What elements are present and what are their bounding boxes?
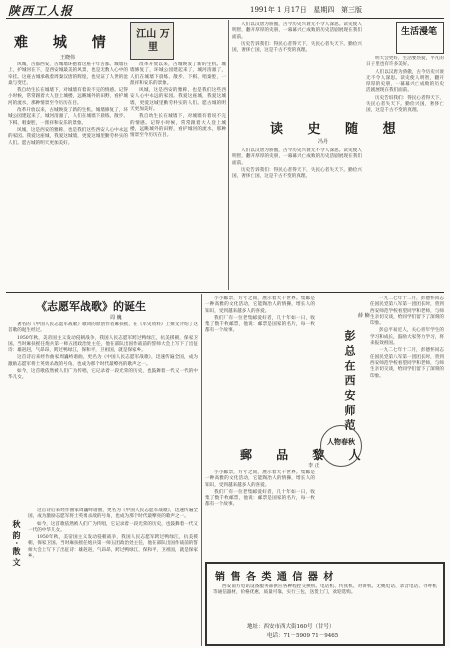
paragraph: 改革开放以来，古城焕发了新的生机。城墙修复了，环城公园建起来了，城河清澈了，人们在城墙下晨练、散步、下棋、唱秦腔，一派祥和安乐的景象。 xyxy=(8,108,128,126)
ad-title: 销 售 各 类 通 信 器 材 xyxy=(215,572,335,583)
article-title-stamp: 郵 品 黎 人 xyxy=(240,448,371,462)
ad-address: 地址：西安市西大街160号（甘号） xyxy=(247,624,335,630)
paragraph: 小小邮票，方寸之间，展示着大千世界。集邮是一种高雅的文化活动，它能陶冶人的情操，增长人的知识，受到越来越多人的喜爱。 xyxy=(205,470,315,488)
header-rule xyxy=(6,18,444,19)
paragraph: 历史告诉我们：得民心者得天下，失民心者失天下。勤俭兴国，奢侈亡国，这是千古不变的真理。 xyxy=(366,95,444,114)
article-author-stamp: 李 正 xyxy=(308,463,320,469)
paragraph: 风城，这是西安的雅称，也是我们这些西安人心中永远的家园。我爱这座城，我爱这城墙，更爱这城里勤劳朴实的人们。愿古城的明天更加美好。 xyxy=(8,127,128,146)
ad-box xyxy=(205,562,445,646)
article-body-stamp xyxy=(205,470,315,558)
paragraph: 著名的《中国人民志愿军战歌》歌词的原创作者麻扶摇，在《军史资料》上撰文介绍了这首歌的诞生经过。 xyxy=(8,322,198,334)
paragraph: 我自幼生长在城墙下，对城墙有着说不完的情感。记得小时候，常常跟着大人登上城楼，远眺城外的田野，看护城河的流水，那种情景至今历历在目。 xyxy=(130,114,226,139)
paragraph: 风城，这是西安的雅称，也是我们这些西安人心中永远的家园。我爱这座城，我爱这城墙，更爱这城里勤劳朴实的人们。愿古城的明天更加美好。 xyxy=(130,88,226,113)
side-note-body xyxy=(366,56,444,290)
paragraph: 如今，这首歌依然被人们广为传唱，它记录着一段光荣的历史，也鼓舞着一代又一代的中华儿女。 xyxy=(8,369,198,381)
article-title-history: 读 史 随 想 xyxy=(270,122,406,137)
section-rule xyxy=(6,292,444,293)
paragraph: 一九二七年十二月，彭德怀同志任国民党第八军第一团团长时，曾到西安师范学校看望同学和老师，与师生亲切交谈，给同学们留下了深刻的印象。 xyxy=(370,348,444,379)
paragraph: 改革开放以来，古城焕发了新的生机。城墙修复了，环城公园建起来了，城河清澈了，人们在城墙下晨练、散步、下棋、唱秦腔，一派祥和安乐的景象。 xyxy=(130,62,226,86)
stamp-label: 人物春秋 xyxy=(327,437,355,446)
paragraph: 人们以汉唐为骄傲，古今历史兴衰无不令人深思。读史使人明智，翻开厚厚的史册，一幕幕兴亡成败的历史活剧展现在我们面前。 xyxy=(366,69,444,94)
side-note-title-box xyxy=(396,22,444,54)
paragraph: 一九二七年十二月，彭德怀同志任国民党第八军第一团团长时，曾到西安师范学校看望同学和老师，与师生亲切交谈，给同学们留下了深刻的印象。 xyxy=(370,296,444,327)
paragraph: 我们厂有一位老集邮爱好者，几十年如一日，收集了数千枚邮票，他说：邮票是国家的名片，每一枚都有一个故事。 xyxy=(205,315,315,334)
article-title-song: 《志愿军战歌》的诞生 xyxy=(36,300,146,313)
article-body-city xyxy=(8,62,128,292)
ad-phone: 电话：71－5909 71－9465 xyxy=(267,633,339,639)
paragraph: 如今，这首歌依然被人们广为传唱，它记录着一段光荣的历史，也鼓舞着一代又一代的中华儿女。 xyxy=(28,521,198,533)
paragraph: 人们以汉唐为骄傲，古今历史兴衰无不令人深思。读史使人明智，翻开厚厚的史册，一幕幕兴亡成败的历史活剧展现在我们面前。 xyxy=(232,22,362,40)
article-author-song: 周 巍 xyxy=(110,315,122,321)
column-tag: 江山 万里 xyxy=(136,29,170,53)
article-author-peng: 薛 楠 xyxy=(358,313,370,319)
article-body-city-cont xyxy=(130,62,226,292)
paragraph: 风城，古都西安，古城墙环抱着这座千年古都。城墙在上，护城河在下，是西安城最美的风景，也是无数人心中的牵挂。这座古城承载着周秦汉唐的辉煌，也见证了人世的沧桑与变迁。 xyxy=(8,62,128,86)
article-body-song xyxy=(8,322,198,502)
column-tag-box xyxy=(130,22,174,60)
issue-date: 1991年 1 月17日 xyxy=(250,6,307,14)
article-body-history-top xyxy=(232,22,362,107)
ad-body xyxy=(213,584,437,618)
newspaper-masthead: 陕西工人报 xyxy=(8,4,74,18)
paragraph: 西安南方电讯设备服务部供应各种程控交换机、电话机、传真机、对讲机、无绳电话、录音电话、寻呼机等通信器材，价格优惠，质量可靠，实行三包，送货上门，欢迎选购。 xyxy=(213,584,437,596)
paragraph: 我们厂有一位老集邮爱好者，几十年如一日，收集了数千枚邮票，他说：邮票是国家的名片，每一枚都有一个故事。 xyxy=(205,489,315,508)
paragraph: 小小邮票，方寸之间，展示着大千世界。集邮是一种高雅的文化活动，它能陶冶人的情操，增长人的知识，受到越来越多人的喜爱。 xyxy=(205,296,315,314)
paragraph: 明天会更好，生活要热爱，平凡的日子里也有许多美好。 xyxy=(366,56,444,68)
article-body-peng xyxy=(370,296,444,558)
paragraph: 历史告诉我们：得民心者得天下，失民心者失天下。勤俭兴国，奢侈亡国，这是千古不变的真理。 xyxy=(232,167,362,180)
page-number: 第三版 xyxy=(341,6,363,14)
paragraph: 1950年秋，美帝国主义发动侵朝战争，我国人民志愿军跨过鸭绿江，抗美援朝，保家卫国。当时麻扶摇任炮兵第一师五团政治处主任，他在部队出国作战前的誓师大会上写下了出征诗：雄赳赳，气昂昂，跨过鸭绿江，保和平，卫祖国，就是保家乡。 xyxy=(28,535,198,560)
paragraph: 这首诗后来经作曲家周巍峙谱曲，更名为《中国人民志愿军战歌》，迅速传遍全国，成为激励志愿军将士英勇杀敌的号角，也成为那个时代最嘹亮的歌声之一。 xyxy=(28,508,198,520)
stamp-seal xyxy=(320,425,362,467)
paragraph: 我自幼生长在城墙下，对城墙有着说不完的情感。记得小时候，常常跟着大人登上城楼，远眺城外的田野，看护城河的流水，那种情景至今历历在目。 xyxy=(8,88,128,106)
dateline xyxy=(250,5,362,15)
article-author-history: 冯丹 xyxy=(318,139,329,145)
column-divider xyxy=(228,20,229,290)
weekday: 星期四 xyxy=(313,6,335,14)
side-note-title: 生活漫笔 xyxy=(401,27,438,37)
paragraph: 人们以汉唐为骄傲，古今历史兴衰无不令人深思。读史使人明智，翻开厚厚的史册，一幕幕兴亡成败的历史活剧展现在我们面前。 xyxy=(232,148,362,166)
paragraph: 这首诗后来经作曲家周巍峙谱曲，更名为《中国人民志愿军战歌》，迅速传遍全国，成为激励志愿军将士英勇杀敌的号角，也成为那个时代最嘹亮的歌声之一。 xyxy=(8,355,198,367)
article-title-peng: 彭 总 在 西 安 师 范 xyxy=(343,330,356,430)
paragraph: 1950年秋，美帝国主义发动侵朝战争，我国人民志愿军跨过鸭绿江，抗美援朝，保家卫国。当时麻扶摇任炮兵第一师五团政治处主任，他在部队出国作战前的誓师大会上写下了出征诗：雄赳赳，气昂昂，跨过鸭绿江，保和平，卫祖国，就是保家乡。 xyxy=(8,335,198,354)
vertical-section-label: 秋 韵 · 散 文 xyxy=(12,520,22,566)
paragraph: 历史告诉我们：得民心者得天下，失民心者失天下。勤俭兴国，奢侈亡国，这是千古不变的真理。 xyxy=(232,41,362,54)
column-divider xyxy=(201,294,202,646)
article-body-song-cont xyxy=(28,508,198,644)
paragraph: 彭总平易近人，关心青年学生的学习和成长，鼓励大家努力学习，将来报效祖国。 xyxy=(370,328,444,347)
article-author-city: 王晓伟 xyxy=(60,55,76,61)
article-title-city: 难 城 情 xyxy=(14,35,116,51)
article-body-stamp-top xyxy=(205,296,315,438)
article-body-history xyxy=(232,148,362,290)
